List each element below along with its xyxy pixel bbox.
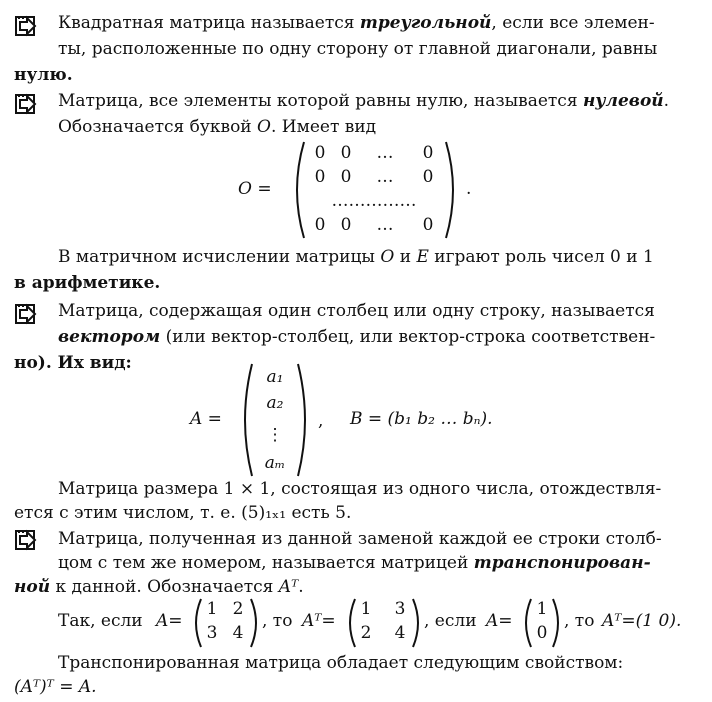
left-paren bbox=[236, 362, 256, 478]
term-zero: нулевой bbox=[582, 91, 664, 111]
matrix-cell: 0 bbox=[340, 167, 352, 187]
vector-cell: a₁ bbox=[266, 367, 284, 387]
para2-line1: Матрица, все элементы которой равны нулю, называется нулевой. bbox=[58, 91, 670, 111]
para7-line1: Транспонированная матрица обладает следующим свойством: bbox=[58, 653, 624, 673]
left-paren bbox=[190, 598, 204, 648]
matrix-cell: 2 bbox=[232, 599, 244, 619]
matrix-cell: 0 bbox=[536, 623, 548, 643]
example-at1: Aᵀ= bbox=[302, 611, 336, 631]
matrix-cell: 4 bbox=[394, 623, 406, 643]
matrix-cell: 0 bbox=[314, 143, 326, 163]
term-triangular: треугольной bbox=[359, 13, 492, 33]
left-paren bbox=[344, 598, 358, 648]
left-paren bbox=[288, 140, 308, 240]
para6-line1: Матрица, полученная из данной заменой каждой ее строки столб- bbox=[58, 529, 662, 549]
note-arrow-icon bbox=[14, 92, 40, 116]
example-text-3: , если bbox=[424, 611, 477, 631]
matrix-cell: … bbox=[376, 167, 394, 187]
right-paren bbox=[294, 362, 314, 478]
example-at2: Aᵀ=(1 0). bbox=[602, 611, 682, 631]
example-text-2: , то bbox=[262, 611, 293, 631]
example-text-1: Так, если bbox=[58, 611, 143, 631]
para5-line2: ется с этим числом, т. е. (5)₁ₓ₁ есть 5. bbox=[14, 503, 352, 523]
matrix-cell: … bbox=[376, 215, 394, 235]
matrix-cell: 3 bbox=[206, 623, 218, 643]
matrix-cell: 0 bbox=[314, 167, 326, 187]
matrix-cell: 1 bbox=[360, 599, 372, 619]
matrix-cell: 0 bbox=[340, 215, 352, 235]
note-arrow-icon bbox=[14, 302, 40, 326]
matrix-dots-row: …………… bbox=[331, 191, 417, 211]
para5-line1: Матрица размера 1 × 1, состоящая из одного числа, отождествля- bbox=[58, 479, 662, 499]
para4-line1: Матрица, содержащая один столбец или одну строку, называется bbox=[58, 301, 655, 321]
note-arrow-icon bbox=[14, 14, 40, 38]
para6-line3: ной к данной. Обозначается Aᵀ. bbox=[14, 577, 304, 597]
right-paren bbox=[442, 140, 462, 240]
note-arrow-icon bbox=[14, 528, 40, 552]
matrix-cell: 4 bbox=[232, 623, 244, 643]
para4-line3: но). Их вид: bbox=[14, 353, 132, 373]
vector-cell: aₘ bbox=[264, 453, 286, 473]
right-paren bbox=[248, 598, 262, 648]
para6-line2: цом с тем же номером, называется матрицей транспонирован- bbox=[58, 553, 651, 573]
matrix-cell: 0 bbox=[422, 215, 434, 235]
para1-line2: ты, расположенные по одну сторону от главной диагонали, равны bbox=[58, 39, 658, 59]
example-a2: A= bbox=[486, 611, 513, 631]
para3-line1: В матричном исчислении матрицы O и E играют роль чисел 0 и 1 bbox=[58, 247, 654, 267]
matrix-cell: 0 bbox=[314, 215, 326, 235]
vector-cell: ⋮ bbox=[266, 425, 284, 445]
zero-matrix-end: . bbox=[466, 179, 472, 199]
term-vector: вектором bbox=[58, 327, 161, 347]
matrix-cell: 1 bbox=[536, 599, 548, 619]
matrix-cell: 0 bbox=[422, 143, 434, 163]
example-text-4: , то bbox=[564, 611, 595, 631]
row-vector-b: B = (b₁ b₂ … bₙ). bbox=[350, 409, 493, 429]
para2-line2: Обозначается буквой O. Имеет вид bbox=[58, 117, 377, 137]
right-paren bbox=[550, 598, 564, 648]
vector-comma: , bbox=[318, 411, 324, 431]
matrix-cell: … bbox=[376, 143, 394, 163]
left-paren bbox=[520, 598, 534, 648]
para7-line2: (Aᵀ)ᵀ = A. bbox=[14, 677, 97, 697]
zero-matrix-lhs: O = bbox=[238, 179, 272, 199]
para1-line1: Квадратная матрица называется треугольной, если все элемен- bbox=[58, 13, 655, 33]
matrix-cell: 0 bbox=[422, 167, 434, 187]
para1-line3: нулю. bbox=[14, 65, 73, 85]
para4-line2: вектором (или вектор-столбец, или вектор-строка соответствен- bbox=[58, 327, 656, 347]
matrix-cell: 1 bbox=[206, 599, 218, 619]
matrix-cell: 3 bbox=[394, 599, 406, 619]
example-a1: A= bbox=[156, 611, 183, 631]
vector-cell: a₂ bbox=[266, 393, 284, 413]
right-paren bbox=[410, 598, 424, 648]
para3-line2: в арифметике. bbox=[14, 273, 161, 293]
term-transposed: транспонирован- bbox=[473, 553, 651, 573]
matrix-cell: 0 bbox=[340, 143, 352, 163]
matrix-cell: 2 bbox=[360, 623, 372, 643]
vector-lhs-a: A = bbox=[190, 409, 222, 429]
